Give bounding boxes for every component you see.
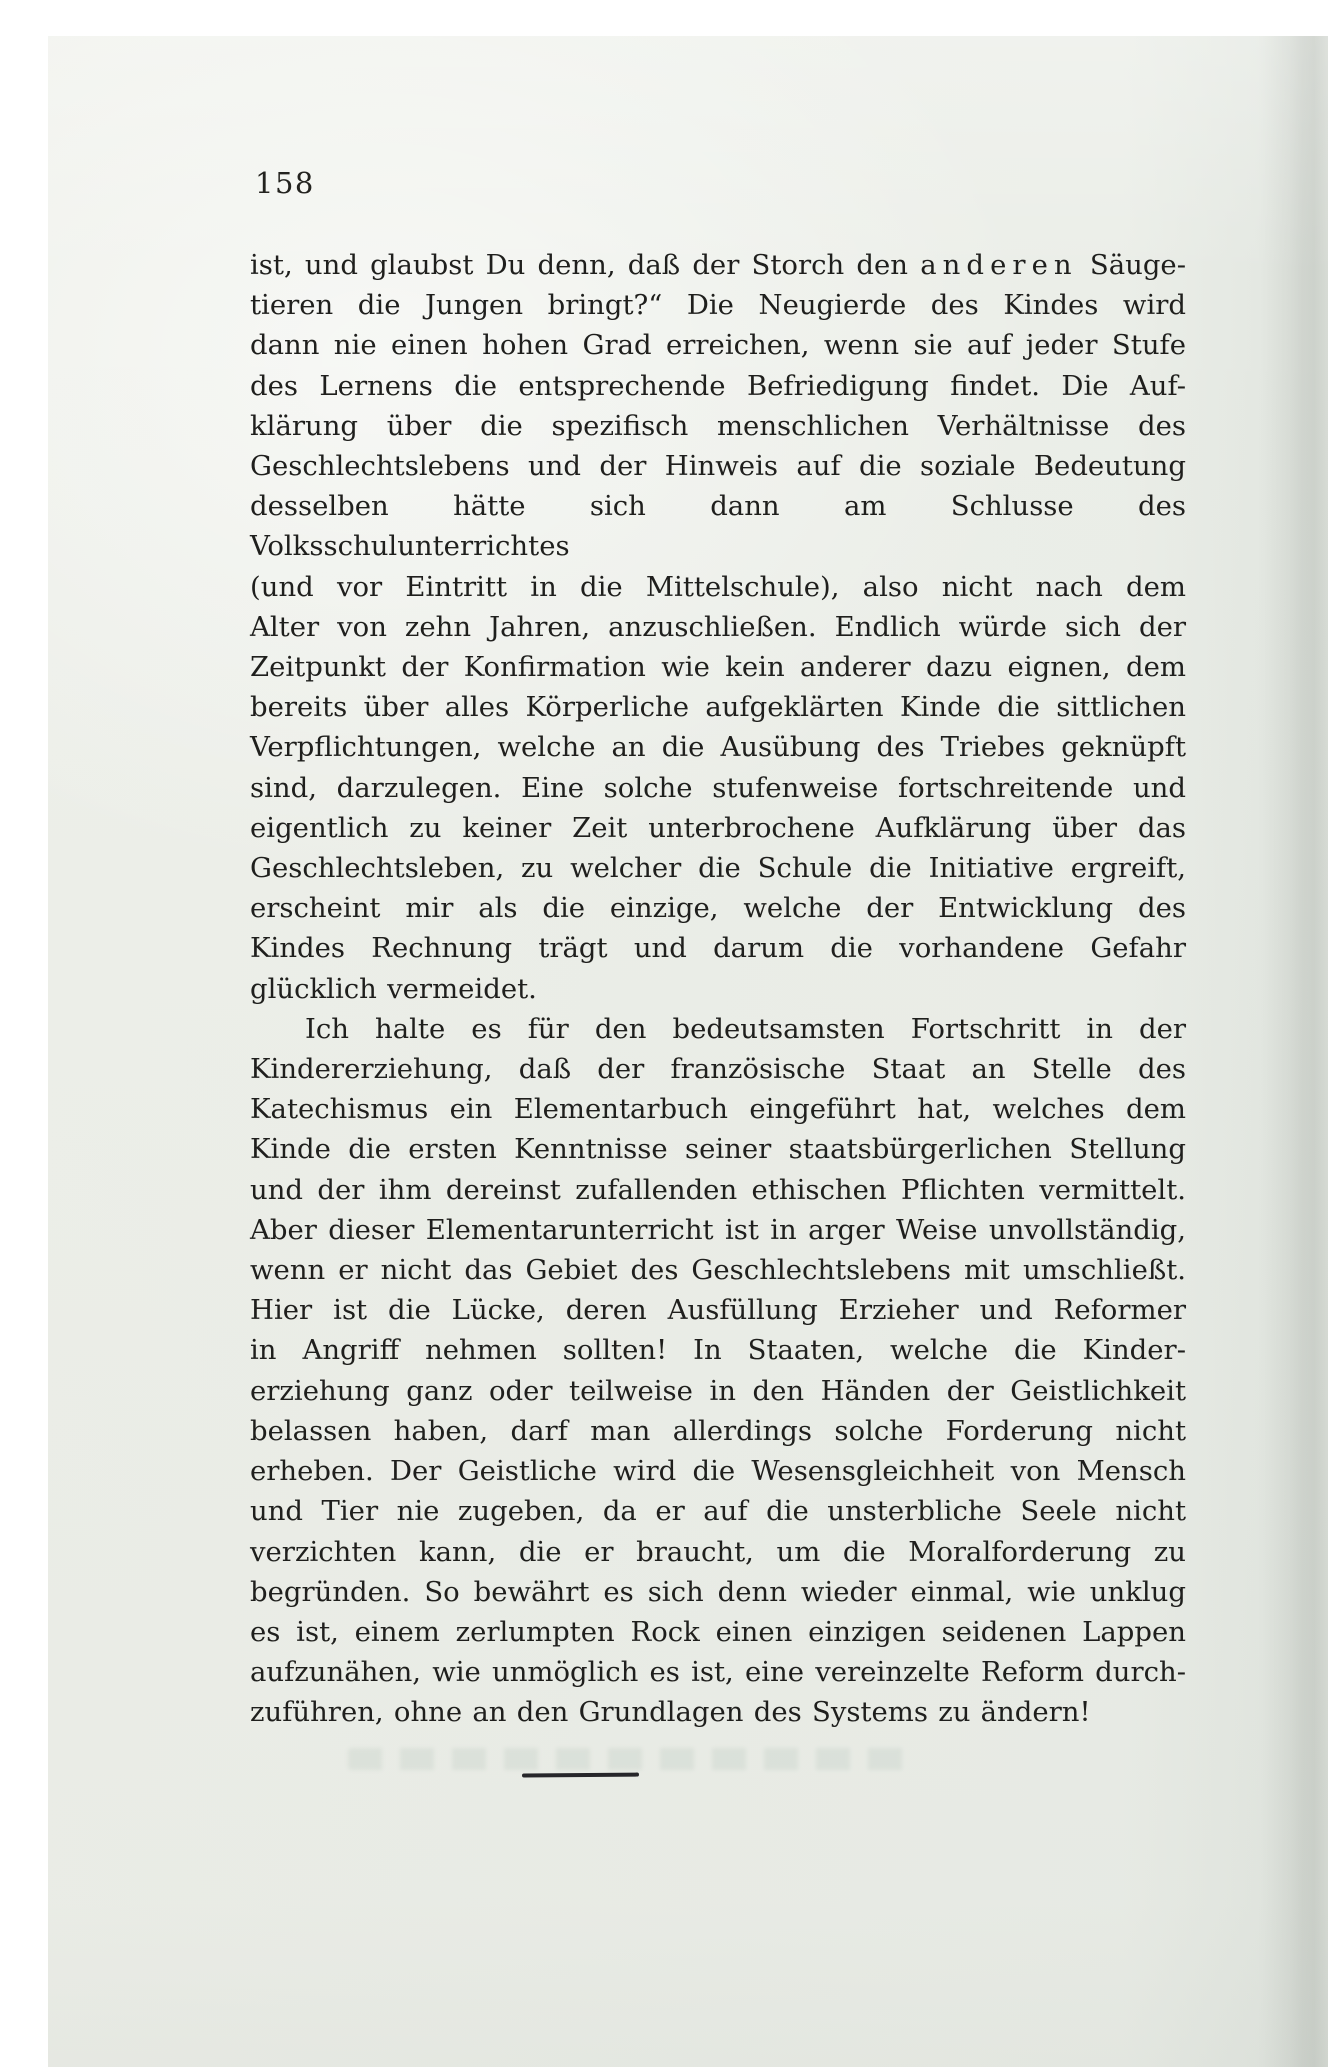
text-line: verzichten kann, die er braucht, um die Moralforderung zu (250, 1535, 1186, 1568)
text-line: bereits über alles Körperliche aufgeklärten Kinde die sittlichen (250, 691, 1186, 724)
text-line: klärung über die spezifisch menschlichen Verhältnisse des (250, 409, 1186, 442)
bleed-through-text (348, 1748, 908, 1770)
text-line: tieren die Jungen bringt?“ Die Neugierde des Kindes wird (250, 289, 1186, 322)
letterspaced-word: anderen (920, 249, 1078, 281)
text-line: Kindererziehung, daß der französische Staat an Stelle des (250, 1053, 1186, 1086)
text-line: und der ihm dereinst zufallenden ethischen Pflichten vermittelt. (250, 1173, 1186, 1206)
text-line: Kindes Rechnung trägt und darum die vorhandene Gefahr (250, 932, 1186, 965)
text-segment: Säuge- (1077, 249, 1186, 281)
text-line: erscheint mir als die einzige, welche der Entwicklung des (250, 892, 1186, 925)
text-line: Aber dieser Elementarunterricht ist in arger Weise unvollständig, (250, 1213, 1186, 1246)
text-line: wenn er nicht das Gebiet des Geschlechtslebens mit umschließt. (250, 1254, 1186, 1287)
text-line: zuführen, ohne an den Grundlagen des Systems zu ändern! (250, 1696, 1091, 1729)
text-line: Ich halte es für den bedeutsamsten Fortschritt in der (305, 1012, 1186, 1045)
paragraph (250, 245, 1186, 1009)
text-line: eigentlich zu keiner Zeit unterbrochene Aufklärung über das (250, 811, 1186, 844)
page-edge-shadow (1258, 36, 1328, 2067)
scanned-book-page (48, 36, 1328, 2067)
text-line: Alter von zehn Jahren, anzuschließen. Endlich würde sich der (250, 610, 1186, 643)
text-line: Zeitpunkt der Konfirmation wie kein anderer dazu eignen, dem (250, 651, 1186, 684)
text-line: belassen haben, darf man allerdings solche Forderung nicht (250, 1414, 1186, 1447)
text-line: desselben hätte sich dann am Schlusse des Volksschulunterrichtes (250, 490, 1186, 563)
text-line: erheben. Der Geistliche wird die Wesensgleichheit von Mensch (250, 1455, 1186, 1488)
text-line: dann nie einen hohen Grad erreichen, wenn sie auf jeder Stufe (250, 329, 1186, 362)
text-segment: ist, und glaubst Du denn, daß der Storch den (250, 249, 921, 281)
text-line: aufzunähen, wie unmöglich es ist, eine vereinzelte Reform durch- (250, 1656, 1186, 1689)
text-line: Geschlechtsleben, zu welcher die Schule die Initiative ergreift, (250, 852, 1186, 885)
text-line: sind, darzulegen. Eine solche stufenweise fortschreitende und (250, 771, 1186, 804)
text-line: Katechismus ein Elementarbuch eingeführt hat, welches dem (250, 1093, 1186, 1126)
text-line (250, 245, 1186, 285)
text-line: Verpflichtungen, welche an die Ausübung des Triebes geknüpft (250, 731, 1186, 764)
text-line: Hier ist die Lücke, deren Ausfüllung Erzieher und Reformer (250, 1294, 1186, 1327)
text-line: glücklich vermeidet. (250, 972, 537, 1005)
text-block (250, 245, 1186, 1733)
text-line: begründen. So bewährt es sich denn wieder einmal, wie unklug (250, 1575, 1186, 1608)
paragraph (250, 1009, 1186, 1733)
text-line: erziehung ganz oder teilweise in den Händen der Geistlichkeit (250, 1374, 1186, 1407)
text-line: des Lernens die entsprechende Befriedigung findet. Die Auf- (250, 369, 1186, 402)
page-number: 158 (255, 166, 315, 200)
text-line: (und vor Eintritt in die Mittelschule), also nicht nach dem (250, 570, 1186, 603)
text-line: und Tier nie zugeben, da er auf die unsterbliche Seele nicht (250, 1495, 1186, 1528)
text-line: Geschlechtslebens und der Hinweis auf die soziale Bedeutung (250, 450, 1186, 483)
text-line: es ist, einem zerlumpten Rock einen einzigen seidenen Lappen (250, 1615, 1186, 1648)
text-line: Kinde die ersten Kenntnisse seiner staatsbürgerlichen Stellung (250, 1133, 1186, 1166)
section-end-rule (522, 1773, 639, 1778)
text-line: in Angriff nehmen sollten! In Staaten, welche die Kinder- (250, 1334, 1186, 1367)
